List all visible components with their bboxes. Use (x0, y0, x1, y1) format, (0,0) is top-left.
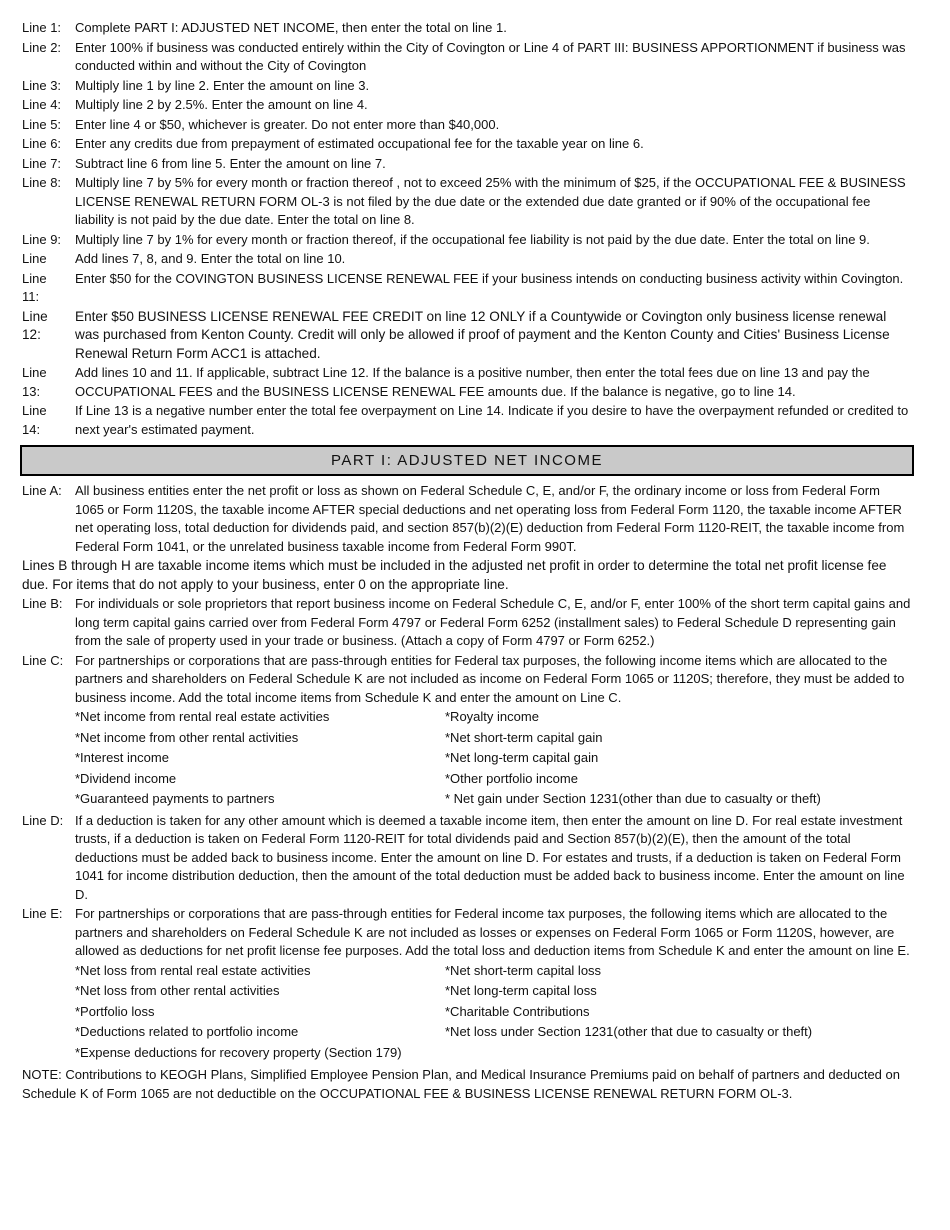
line-label: Line E: (22, 906, 63, 921)
list-item: * Net gain under Section 1231(other than due to casualty or theft) (445, 791, 821, 806)
list-item: *Net income from rental real estate activities (75, 709, 330, 724)
instruction-line-11 (22, 270, 912, 307)
deduction-items-list (75, 962, 912, 1063)
list-item: *Charitable Contributions (445, 1003, 590, 1019)
list-item: *Net loss from rental real estate activities (75, 962, 311, 978)
part1-line-a (22, 482, 912, 556)
instruction-line-13 (22, 364, 912, 401)
part-1-header: PART I: ADJUSTED NET INCOME (20, 445, 914, 476)
line-label: Line 6: (22, 136, 62, 151)
line-label: Line 7: (22, 155, 62, 171)
line-text: Enter $50 BUSINESS LICENSE RENEWAL FEE CREDIT on line 12 ONLY if a Countywide or Covington only business license renewal was purchased from Kenton County. Credit will only be allowed if proof of payment and the Kenton County and Cities' Business License Renewal Return Form ACC1 is attached. (75, 308, 890, 361)
list-item: *Expense deductions for recovery property (Section 179) (75, 1044, 402, 1060)
instruction-line-10 (22, 250, 912, 269)
line-text: Multiply line 7 by 1% for every month or fraction thereof, if the occupational fee liability is not paid by the due date. Enter the total on line 9. (75, 231, 870, 247)
line-text: If a deduction is taken for any other amount which is deemed a taxable income item, then enter the amount on line D. For real estate investment trusts, if a deduction is taken on Federal Form 1120-REIT for total dividends paid and Section 857(b)(2)(E), then the amount of the total deductions must be added back to business income. Enter the amount on line D. For estates and trusts, if a deduction is taken on Federal Form 1041 for income distribution deduction, then the amount of the total deduction must be added back to business income. Enter the amount on line D. (75, 812, 905, 902)
line-label: Line B: (22, 596, 63, 611)
line-label: Line 1: (22, 20, 62, 35)
list-item: *Portfolio loss (75, 1003, 155, 1019)
line-label: Line 5: (22, 116, 62, 132)
line-text: Add lines 10 and 11. If applicable, subtract Line 12. If the balance is a positive number, then enter the total fees due on line 13 and pay the OCCUPATIONAL FEES and the BUSINESS LICENSE RENEWAL FEE amounts due. If the balance is negative, go to line 14. (75, 365, 870, 399)
list-item: *Dividend income (75, 770, 177, 786)
line-label: Line 8: (22, 175, 62, 190)
list-item (445, 1044, 912, 1063)
line-text: Complete PART I: ADJUSTED NET INCOME, then enter the total on line 1. (75, 20, 507, 35)
list-item: *Guaranteed payments to partners (75, 791, 275, 806)
line-label: Line 12: (22, 308, 48, 342)
instruction-line-1 (22, 19, 912, 38)
list-item: *Interest income (75, 750, 169, 765)
list-item: *Other portfolio income (445, 770, 578, 786)
list-item: *Net short-term capital loss (445, 962, 602, 978)
line-text: For partnerships or corporations that are pass-through entities for Federal tax purposes, the following income items which are allocated to the partners and shareholders on Federal Schedule K are not included as income on Federal Form 1065 or 1120S; therefore, they must be added to business income. Add the total income items from Schedule K and enter the amount on Line C. (75, 652, 905, 705)
instruction-line-8 (22, 174, 912, 230)
line-label: Line 14: (22, 403, 47, 437)
line-text: Multiply line 1 by line 2. Enter the amount on line 3. (75, 77, 370, 93)
line-text: Enter line 4 or $50, whichever is greater. Do not enter more than $40,000. (75, 116, 500, 132)
part1-line-d (22, 812, 912, 905)
line-label: Line A: (22, 483, 62, 498)
line-label: Line 3: (22, 77, 62, 93)
line-label: Line 2: (22, 39, 62, 55)
line-text: For partnerships or corporations that are pass-through entities for Federal income tax purposes, the following items which are allocated to the partners and shareholders on Federal Schedule K are not included as losses or expenses on Federal Form 1065 or Form 1120S, however, are allowed as deductions for net profit license fee purposes. Add the total loss and deduction items from Schedule K and enter the amount on line E. (75, 906, 910, 958)
line-label: Line 9: (22, 231, 62, 247)
line-text: Subtract line 6 from line 5. Enter the amount on line 7. (75, 155, 386, 171)
list-item: *Net long-term capital gain (445, 750, 599, 765)
instruction-line-5 (22, 116, 912, 135)
line-text: Enter 100% if business was conducted entirely within the City of Covington or Line 4 of PART III: BUSINESS APPORTIONMENT if business was conducted within and without the City of Covington (75, 39, 906, 73)
line-text: All business entities enter the net profit or loss as shown on Federal Schedule C, E, and/or F, the ordinary income or loss from Federal Form 1065 or Form 1120S, the taxable income AFTER special deductions and net operating loss from Federal Form 1120, the taxable income AFTER net operating loss, total deduction for dividends paid, and section 857(b)(2)(E) deduction from Federal Form 1120-REIT, the taxable income from Federal Form 1041, or the unrelated business taxable income from Federal Form 990T. (75, 483, 905, 554)
list-item: *Net short-term capital gain (445, 729, 603, 745)
line-text: Add lines 7, 8, and 9. Enter the total on line 10. (75, 251, 346, 266)
instruction-line-3 (22, 77, 912, 96)
list-item: *Net loss under Section 1231(other that due to casualty or theft) (445, 1024, 813, 1039)
instruction-line-2 (22, 39, 912, 76)
line-text: Multiply line 2 by 2.5%. Enter the amount on line 4. (75, 97, 368, 112)
line-text: Enter $50 for the COVINGTON BUSINESS LICENSE RENEWAL FEE if your business intends on conducting business activity within Covington. (75, 270, 904, 286)
instruction-line-12 (22, 308, 912, 364)
instructions-page (22, 19, 912, 1103)
income-items-list (75, 708, 912, 809)
line-label: Line C: (22, 652, 64, 668)
line-label: Line 4: (22, 97, 62, 112)
list-item: *Net income from other rental activities (75, 729, 299, 745)
instruction-line-7 (22, 155, 912, 174)
line-label: Line 13: (22, 365, 47, 399)
instruction-line-6 (22, 135, 912, 154)
line-label: Line D: (22, 812, 64, 828)
part1-line-e (22, 905, 912, 1064)
list-item: *Net long-term capital loss (445, 983, 597, 998)
line-label: Line (22, 251, 47, 266)
list-item: *Royalty income (445, 709, 539, 724)
note-paragraph: NOTE: Contributions to KEOGH Plans, Simplified Employee Pension Plan, and Medical Insurance Premiums paid on behalf of partners and deducted on Schedule K of Form 1065 are not deductible on the OCCUPATIONAL FEE & BUSINESS LICENSE RENEWAL RETURN FORM OL-3. (22, 1067, 900, 1101)
instruction-line-9 (22, 231, 912, 250)
lines-b-through-h-intro: Lines B through H are taxable income items which must be included in the adjusted net profit in order to determine the total net profit license fee due. For items that do not apply to your business, enter 0 on the appropriate line. (22, 558, 887, 592)
line-text: For individuals or sole proprietors that report business income on Federal Schedule C, E, and/or F, enter 100% of the short term capital gains and long term capital gains carried over from Federal Form 4797 or Federal Form 6252 (installment sales) to Federal Schedule D representing gain from the sale of property used in your trade or business. (Attach a copy of Form 4797 or Form 6252.) (75, 596, 911, 648)
line-label: Line 11: (22, 270, 47, 304)
part1-line-b (22, 595, 912, 651)
list-item: *Net loss from other rental activities (75, 983, 280, 998)
list-item: *Deductions related to portfolio income (75, 1024, 299, 1039)
instruction-line-14 (22, 402, 912, 439)
line-text: Enter any credits due from prepayment of estimated occupational fee for the taxable year on line 6. (75, 136, 644, 151)
part1-line-c (22, 652, 912, 811)
line-text: If Line 13 is a negative number enter the total fee overpayment on Line 14. Indicate if you desire to have the overpayment refunded or credited to next year's estimated payment. (75, 403, 909, 437)
line-text: Multiply line 7 by 5% for every month or fraction thereof , not to exceed 25% with the minimum of $25, if the OCCUPATIONAL FEE & BUSINESS LICENSE RENEWAL RETURN FORM OL-3 is not filed by the due date or the extended due date granted or if 90% of the occupational fee liability is not paid by the due date. Enter the total on line 8. (75, 175, 906, 227)
instruction-line-4 (22, 96, 912, 115)
